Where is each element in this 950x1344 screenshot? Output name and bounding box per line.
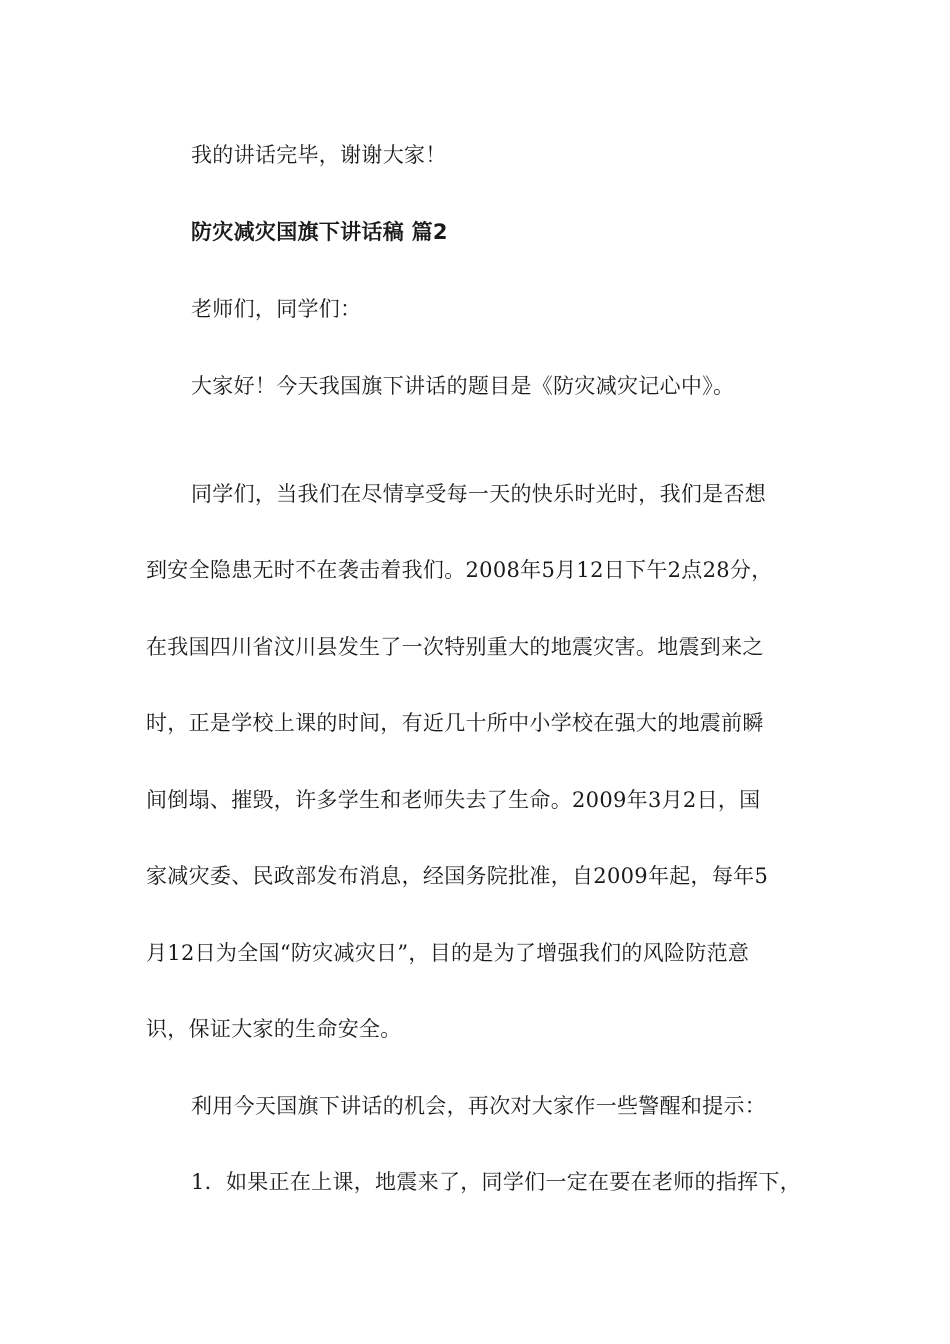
closing-text: 我的讲话完毕，谢谢大家！ <box>191 143 447 167</box>
paragraph-line: 在我国四川省汶川县发生了一次特别重大的地震灾害。地震到来之 <box>146 635 764 659</box>
paragraph-line: 到安全隐患无时不在袭击着我们。2008年5月12日下午2点28分， <box>146 558 773 582</box>
paragraph-line: 时，正是学校上课的时间，有近几十所中小学校在强大的地震前瞬 <box>146 711 764 735</box>
list-item: 1．如果正在上课，地震来了，同学们一定在要在老师的指挥下， <box>191 1170 802 1194</box>
paragraph-line: 识，保证大家的生命安全。 <box>146 1017 402 1041</box>
paragraph-line: 月12日为全国“防灾减灾日”，目的是为了增强我们的风险防范意 <box>146 941 750 965</box>
salutation-text: 老师们，同学们： <box>191 297 362 321</box>
paragraph-line: 间倒塌、摧毁，许多学生和老师失去了生命。2009年3月2日，国 <box>146 788 761 812</box>
greeting-text: 大家好！今天我国旗下讲话的题目是《防灾减灾记心中》。 <box>191 374 735 398</box>
paragraph-text: 利用今天国旗下讲话的机会，再次对大家作一些警醒和提示： <box>191 1094 767 1118</box>
paragraph-line: 同学们，当我们在尽情享受每一天的快乐时光时，我们是否想 <box>191 482 767 506</box>
section-heading: 防灾减灾国旗下讲话稿 篇2 <box>191 220 448 244</box>
paragraph-line: 家减灾委、民政部发布消息，经国务院批准，自2009年起，每年5 <box>146 864 769 888</box>
